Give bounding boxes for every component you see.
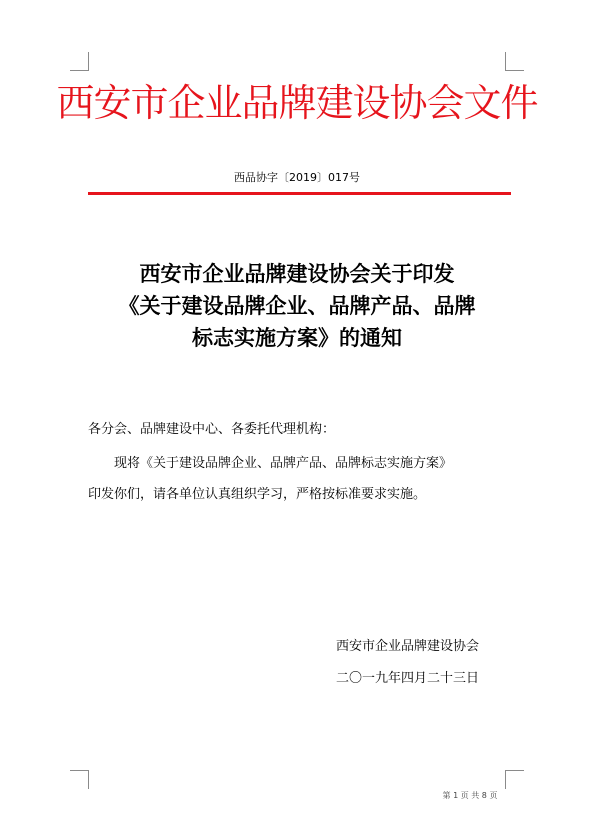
signature-date: 二〇一九年四月二十三日 <box>336 671 480 686</box>
crop-mark-top-right <box>505 52 524 71</box>
notice-title <box>0 258 594 354</box>
salutation: 各分会、品牌建设中心、各委托代理机构： <box>88 422 336 437</box>
page-number-footer: 第 1 页 共 8 页 <box>442 791 498 800</box>
document-number: 西品协字〔2019〕017号 <box>234 171 360 184</box>
crop-mark-bottom-right <box>505 770 524 789</box>
notice-title-line-3: 标志实施方案》的通知 <box>192 325 402 350</box>
signature-organization: 西安市企业品牌建设协会 <box>336 639 480 654</box>
body-paragraph-line-2: 印发你们，请各单位认真组织学习，严格按标准要求实施。 <box>88 487 427 502</box>
notice-title-line-2: 《关于建设品牌企业、品牌产品、品牌 <box>118 293 476 318</box>
red-header-title: 西安市企业品牌建设协会文件 <box>56 81 538 125</box>
crop-mark-bottom-left <box>70 770 89 789</box>
notice-title-line-1: 西安市企业品牌建设协会关于印发 <box>139 261 455 286</box>
red-divider-rule <box>88 192 511 195</box>
body-paragraph-line-1: 现将《关于建设品牌企业、品牌产品、品牌标志实施方案》 <box>114 456 453 471</box>
crop-mark-top-left <box>70 52 89 71</box>
